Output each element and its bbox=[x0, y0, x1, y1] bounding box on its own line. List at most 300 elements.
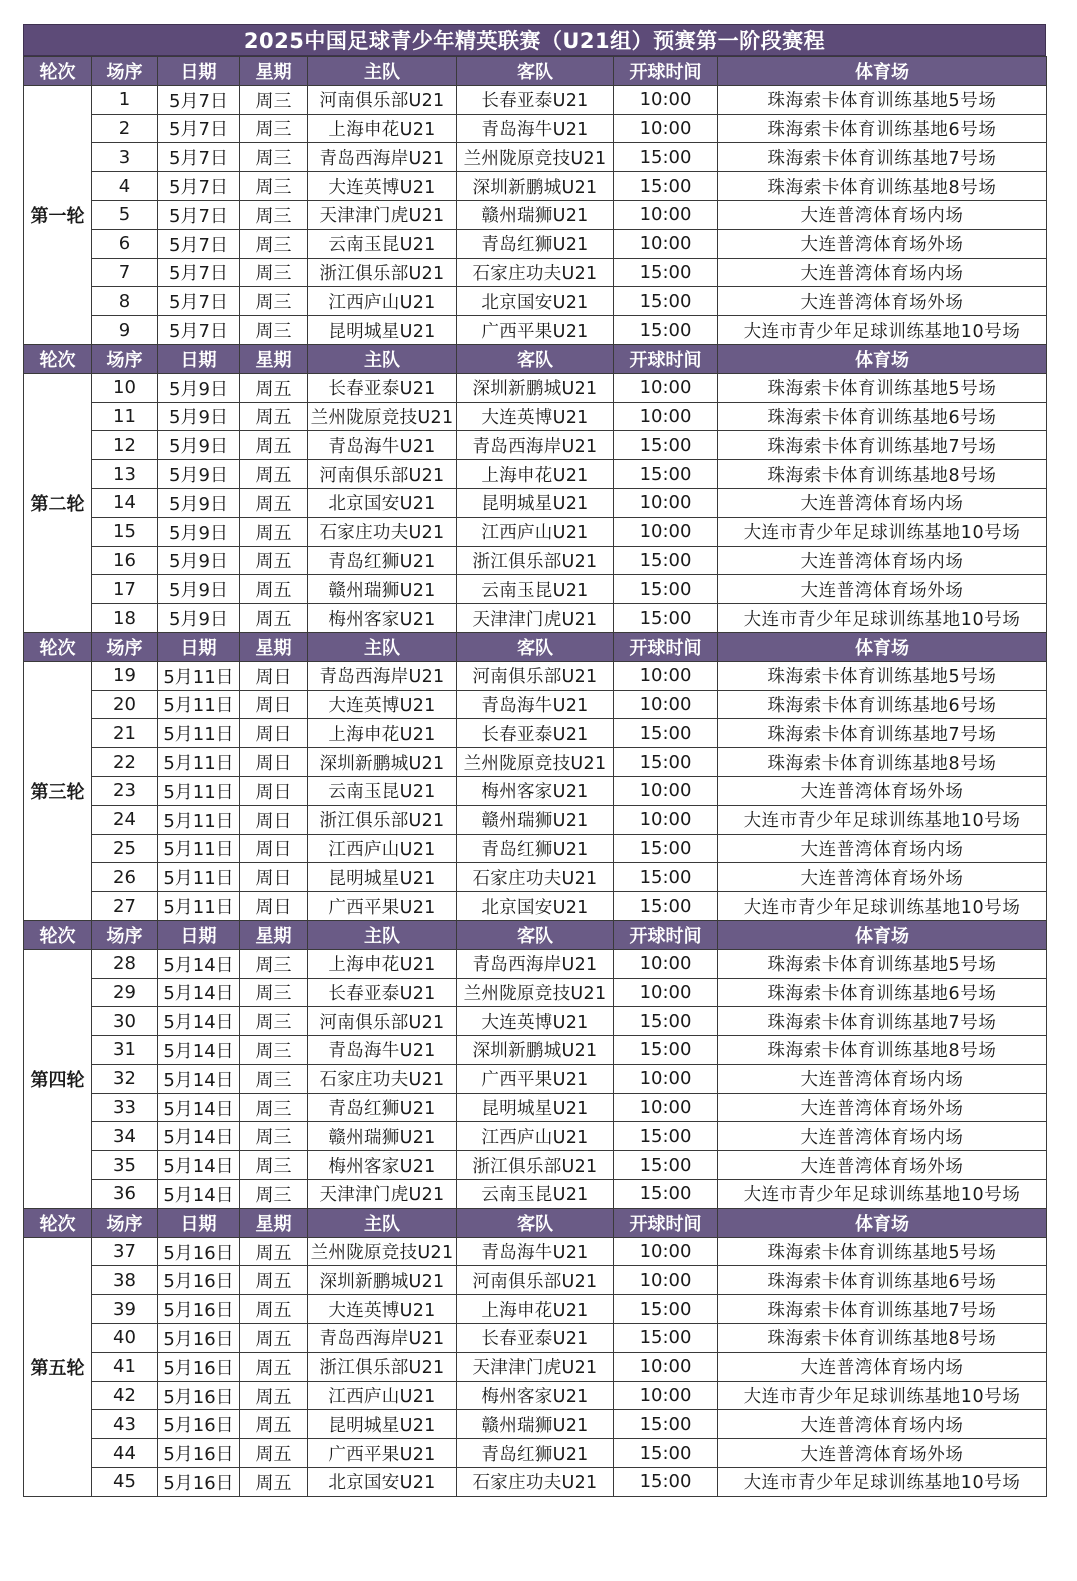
match-date: 5月16日 bbox=[158, 1410, 240, 1439]
table-row bbox=[24, 1036, 1047, 1065]
stadium: 大连普湾体育场内场 bbox=[718, 488, 1047, 517]
kickoff-time: 15:00 bbox=[614, 460, 718, 489]
stadium: 大连普湾体育场内场 bbox=[718, 1352, 1047, 1381]
match-weekday: 周三 bbox=[240, 200, 308, 229]
match-date: 5月9日 bbox=[158, 546, 240, 575]
kickoff-time: 10:00 bbox=[614, 1266, 718, 1295]
header-stadium: 体育场 bbox=[718, 1208, 1047, 1237]
match-date: 5月11日 bbox=[158, 805, 240, 834]
home-team: 河南俱乐部U21 bbox=[308, 85, 457, 114]
stadium: 珠海索卡体育训练基地7号场 bbox=[718, 719, 1047, 748]
away-team: 上海申花U21 bbox=[457, 460, 614, 489]
away-team: 青岛西海岸U21 bbox=[457, 949, 614, 978]
home-team: 赣州瑞狮U21 bbox=[308, 1122, 457, 1151]
match-date: 5月9日 bbox=[158, 460, 240, 489]
header-stadium: 体育场 bbox=[718, 57, 1047, 86]
home-team: 北京国安U21 bbox=[308, 1468, 457, 1497]
match-weekday: 周三 bbox=[240, 143, 308, 172]
home-team: 青岛海牛U21 bbox=[308, 431, 457, 460]
home-team: 深圳新鹏城U21 bbox=[308, 1266, 457, 1295]
round-label: 第四轮 bbox=[24, 949, 92, 1208]
stadium: 大连普湾体育场外场 bbox=[718, 1439, 1047, 1468]
home-team: 赣州瑞狮U21 bbox=[308, 575, 457, 604]
home-team: 青岛红狮U21 bbox=[308, 1093, 457, 1122]
match-date: 5月7日 bbox=[158, 258, 240, 287]
away-team: 浙江俱乐部U21 bbox=[457, 546, 614, 575]
kickoff-time: 10:00 bbox=[614, 114, 718, 143]
kickoff-time: 15:00 bbox=[614, 316, 718, 345]
match-date: 5月7日 bbox=[158, 172, 240, 201]
match-number: 28 bbox=[92, 949, 158, 978]
match-date: 5月7日 bbox=[158, 143, 240, 172]
match-date: 5月11日 bbox=[158, 748, 240, 777]
stadium: 珠海索卡体育训练基地8号场 bbox=[718, 1036, 1047, 1065]
away-team: 长春亚泰U21 bbox=[457, 85, 614, 114]
match-number: 6 bbox=[92, 229, 158, 258]
home-team: 浙江俱乐部U21 bbox=[308, 258, 457, 287]
kickoff-time: 10:00 bbox=[614, 1093, 718, 1122]
stadium: 大连市青少年足球训练基地10号场 bbox=[718, 1381, 1047, 1410]
match-weekday: 周五 bbox=[240, 1410, 308, 1439]
away-team: 北京国安U21 bbox=[457, 892, 614, 921]
stadium: 大连普湾体育场外场 bbox=[718, 575, 1047, 604]
match-date: 5月11日 bbox=[158, 690, 240, 719]
stadium: 大连市青少年足球训练基地10号场 bbox=[718, 517, 1047, 546]
stadium: 珠海索卡体育训练基地5号场 bbox=[718, 949, 1047, 978]
match-number: 9 bbox=[92, 316, 158, 345]
stadium: 珠海索卡体育训练基地7号场 bbox=[718, 431, 1047, 460]
match-date: 5月11日 bbox=[158, 719, 240, 748]
home-team: 广西平果U21 bbox=[308, 892, 457, 921]
header-kickoff-time: 开球时间 bbox=[614, 344, 718, 373]
match-date: 5月16日 bbox=[158, 1237, 240, 1266]
table-row bbox=[24, 488, 1047, 517]
away-team: 青岛海牛U21 bbox=[457, 690, 614, 719]
round-label: 第五轮 bbox=[24, 1237, 92, 1496]
home-team: 大连英博U21 bbox=[308, 1295, 457, 1324]
match-number: 3 bbox=[92, 143, 158, 172]
away-team: 河南俱乐部U21 bbox=[457, 661, 614, 690]
home-team: 上海申花U21 bbox=[308, 949, 457, 978]
table-header-row bbox=[24, 57, 1047, 86]
away-team: 兰州陇原竞技U21 bbox=[457, 143, 614, 172]
match-number: 37 bbox=[92, 1237, 158, 1266]
kickoff-time: 10:00 bbox=[614, 661, 718, 690]
header-date: 日期 bbox=[158, 344, 240, 373]
kickoff-time: 15:00 bbox=[614, 1439, 718, 1468]
table-row bbox=[24, 373, 1047, 402]
home-team: 北京国安U21 bbox=[308, 488, 457, 517]
header-round: 轮次 bbox=[24, 57, 92, 86]
match-number: 13 bbox=[92, 460, 158, 489]
table-row bbox=[24, 978, 1047, 1007]
away-team: 石家庄功夫U21 bbox=[457, 1468, 614, 1497]
kickoff-time: 15:00 bbox=[614, 1468, 718, 1497]
match-number: 43 bbox=[92, 1410, 158, 1439]
header-stadium: 体育场 bbox=[718, 344, 1047, 373]
header-date: 日期 bbox=[158, 632, 240, 661]
match-number: 38 bbox=[92, 1266, 158, 1295]
header-weekday: 星期 bbox=[240, 344, 308, 373]
table-row bbox=[24, 1295, 1047, 1324]
header-away-team: 客队 bbox=[457, 344, 614, 373]
match-number: 25 bbox=[92, 834, 158, 863]
home-team: 江西庐山U21 bbox=[308, 1381, 457, 1410]
stadium: 大连普湾体育场外场 bbox=[718, 1151, 1047, 1180]
table-row bbox=[24, 748, 1047, 777]
stadium: 大连普湾体育场内场 bbox=[718, 258, 1047, 287]
home-team: 河南俱乐部U21 bbox=[308, 460, 457, 489]
table-row bbox=[24, 1151, 1047, 1180]
stadium: 大连市青少年足球训练基地10号场 bbox=[718, 805, 1047, 834]
kickoff-time: 15:00 bbox=[614, 834, 718, 863]
away-team: 北京国安U21 bbox=[457, 287, 614, 316]
table-row bbox=[24, 1064, 1047, 1093]
match-weekday: 周三 bbox=[240, 287, 308, 316]
home-team: 石家庄功夫U21 bbox=[308, 517, 457, 546]
table-row bbox=[24, 200, 1047, 229]
match-weekday: 周五 bbox=[240, 460, 308, 489]
home-team: 长春亚泰U21 bbox=[308, 978, 457, 1007]
match-date: 5月14日 bbox=[158, 1151, 240, 1180]
away-team: 河南俱乐部U21 bbox=[457, 1266, 614, 1295]
table-row bbox=[24, 1468, 1047, 1497]
match-weekday: 周三 bbox=[240, 114, 308, 143]
table-row bbox=[24, 1093, 1047, 1122]
table-row bbox=[24, 1439, 1047, 1468]
header-date: 日期 bbox=[158, 1208, 240, 1237]
match-weekday: 周五 bbox=[240, 1439, 308, 1468]
header-kickoff-time: 开球时间 bbox=[614, 632, 718, 661]
stadium: 珠海索卡体育训练基地6号场 bbox=[718, 690, 1047, 719]
away-team: 浙江俱乐部U21 bbox=[457, 1151, 614, 1180]
table-row bbox=[24, 1381, 1047, 1410]
match-date: 5月14日 bbox=[158, 1093, 240, 1122]
kickoff-time: 15:00 bbox=[614, 748, 718, 777]
away-team: 大连英博U21 bbox=[457, 402, 614, 431]
match-weekday: 周五 bbox=[240, 373, 308, 402]
match-date: 5月7日 bbox=[158, 287, 240, 316]
kickoff-time: 15:00 bbox=[614, 546, 718, 575]
match-weekday: 周日 bbox=[240, 863, 308, 892]
header-match-no: 场序 bbox=[92, 632, 158, 661]
home-team: 天津津门虎U21 bbox=[308, 1180, 457, 1209]
table-header-row bbox=[24, 344, 1047, 373]
match-date: 5月7日 bbox=[158, 200, 240, 229]
away-team: 长春亚泰U21 bbox=[457, 1324, 614, 1353]
table-row bbox=[24, 546, 1047, 575]
stadium: 大连普湾体育场内场 bbox=[718, 1122, 1047, 1151]
header-date: 日期 bbox=[158, 57, 240, 86]
stadium: 珠海索卡体育训练基地5号场 bbox=[718, 373, 1047, 402]
match-weekday: 周五 bbox=[240, 1295, 308, 1324]
match-number: 40 bbox=[92, 1324, 158, 1353]
table-row bbox=[24, 1266, 1047, 1295]
table-row bbox=[24, 690, 1047, 719]
match-weekday: 周五 bbox=[240, 1266, 308, 1295]
schedule-table bbox=[23, 56, 1047, 1497]
match-date: 5月7日 bbox=[158, 316, 240, 345]
header-round: 轮次 bbox=[24, 920, 92, 949]
home-team: 河南俱乐部U21 bbox=[308, 1007, 457, 1036]
match-number: 22 bbox=[92, 748, 158, 777]
match-number: 26 bbox=[92, 863, 158, 892]
match-number: 7 bbox=[92, 258, 158, 287]
header-round: 轮次 bbox=[24, 344, 92, 373]
table-row bbox=[24, 517, 1047, 546]
away-team: 青岛海牛U21 bbox=[457, 114, 614, 143]
match-weekday: 周五 bbox=[240, 1381, 308, 1410]
round-label: 第三轮 bbox=[24, 661, 92, 920]
table-row bbox=[24, 949, 1047, 978]
match-weekday: 周三 bbox=[240, 229, 308, 258]
stadium: 大连普湾体育场外场 bbox=[718, 863, 1047, 892]
match-weekday: 周三 bbox=[240, 1180, 308, 1209]
match-number: 4 bbox=[92, 172, 158, 201]
kickoff-time: 15:00 bbox=[614, 431, 718, 460]
match-weekday: 周日 bbox=[240, 661, 308, 690]
match-number: 5 bbox=[92, 200, 158, 229]
match-date: 5月11日 bbox=[158, 661, 240, 690]
home-team: 大连英博U21 bbox=[308, 172, 457, 201]
match-number: 29 bbox=[92, 978, 158, 1007]
stadium: 大连普湾体育场外场 bbox=[718, 776, 1047, 805]
match-date: 5月9日 bbox=[158, 402, 240, 431]
header-home-team: 主队 bbox=[308, 920, 457, 949]
away-team: 上海申花U21 bbox=[457, 1295, 614, 1324]
match-date: 5月16日 bbox=[158, 1468, 240, 1497]
match-weekday: 周五 bbox=[240, 1352, 308, 1381]
match-date: 5月9日 bbox=[158, 517, 240, 546]
match-number: 8 bbox=[92, 287, 158, 316]
kickoff-time: 10:00 bbox=[614, 402, 718, 431]
table-header-row bbox=[24, 920, 1047, 949]
home-team: 昆明城星U21 bbox=[308, 1410, 457, 1439]
kickoff-time: 10:00 bbox=[614, 978, 718, 1007]
home-team: 上海申花U21 bbox=[308, 719, 457, 748]
away-team: 兰州陇原竞技U21 bbox=[457, 748, 614, 777]
away-team: 昆明城星U21 bbox=[457, 1093, 614, 1122]
stadium: 大连市青少年足球训练基地10号场 bbox=[718, 892, 1047, 921]
match-date: 5月14日 bbox=[158, 1036, 240, 1065]
match-number: 10 bbox=[92, 373, 158, 402]
kickoff-time: 10:00 bbox=[614, 1064, 718, 1093]
match-weekday: 周日 bbox=[240, 892, 308, 921]
kickoff-time: 15:00 bbox=[614, 1007, 718, 1036]
stadium: 大连市青少年足球训练基地10号场 bbox=[718, 316, 1047, 345]
match-date: 5月14日 bbox=[158, 1122, 240, 1151]
table-row bbox=[24, 258, 1047, 287]
match-number: 34 bbox=[92, 1122, 158, 1151]
kickoff-time: 10:00 bbox=[614, 690, 718, 719]
away-team: 青岛红狮U21 bbox=[457, 1439, 614, 1468]
kickoff-time: 15:00 bbox=[614, 172, 718, 201]
away-team: 江西庐山U21 bbox=[457, 517, 614, 546]
stadium: 大连普湾体育场外场 bbox=[718, 287, 1047, 316]
match-date: 5月9日 bbox=[158, 431, 240, 460]
stadium: 珠海索卡体育训练基地6号场 bbox=[718, 1266, 1047, 1295]
match-number: 41 bbox=[92, 1352, 158, 1381]
table-row bbox=[24, 1180, 1047, 1209]
table-row bbox=[24, 402, 1047, 431]
stadium: 大连市青少年足球训练基地10号场 bbox=[718, 604, 1047, 633]
match-date: 5月14日 bbox=[158, 1007, 240, 1036]
match-weekday: 周日 bbox=[240, 690, 308, 719]
table-row bbox=[24, 719, 1047, 748]
header-away-team: 客队 bbox=[457, 632, 614, 661]
kickoff-time: 15:00 bbox=[614, 1324, 718, 1353]
table-row bbox=[24, 1237, 1047, 1266]
table-row bbox=[24, 172, 1047, 201]
match-weekday: 周三 bbox=[240, 1036, 308, 1065]
table-row bbox=[24, 1122, 1047, 1151]
match-number: 23 bbox=[92, 776, 158, 805]
match-weekday: 周日 bbox=[240, 805, 308, 834]
away-team: 赣州瑞狮U21 bbox=[457, 1410, 614, 1439]
match-number: 2 bbox=[92, 114, 158, 143]
stadium: 珠海索卡体育训练基地6号场 bbox=[718, 114, 1047, 143]
table-row bbox=[24, 460, 1047, 489]
header-stadium: 体育场 bbox=[718, 632, 1047, 661]
home-team: 江西庐山U21 bbox=[308, 834, 457, 863]
kickoff-time: 15:00 bbox=[614, 1295, 718, 1324]
home-team: 石家庄功夫U21 bbox=[308, 1064, 457, 1093]
away-team: 云南玉昆U21 bbox=[457, 575, 614, 604]
match-number: 14 bbox=[92, 488, 158, 517]
home-team: 云南玉昆U21 bbox=[308, 229, 457, 258]
match-weekday: 周三 bbox=[240, 258, 308, 287]
match-number: 36 bbox=[92, 1180, 158, 1209]
header-away-team: 客队 bbox=[457, 57, 614, 86]
match-date: 5月9日 bbox=[158, 604, 240, 633]
home-team: 深圳新鹏城U21 bbox=[308, 748, 457, 777]
home-team: 浙江俱乐部U21 bbox=[308, 1352, 457, 1381]
home-team: 青岛西海岸U21 bbox=[308, 1324, 457, 1353]
header-round: 轮次 bbox=[24, 1208, 92, 1237]
match-number: 24 bbox=[92, 805, 158, 834]
match-date: 5月14日 bbox=[158, 949, 240, 978]
header-weekday: 星期 bbox=[240, 57, 308, 86]
match-weekday: 周三 bbox=[240, 172, 308, 201]
stadium: 珠海索卡体育训练基地7号场 bbox=[718, 1007, 1047, 1036]
match-number: 12 bbox=[92, 431, 158, 460]
table-row bbox=[24, 805, 1047, 834]
match-date: 5月16日 bbox=[158, 1266, 240, 1295]
kickoff-time: 15:00 bbox=[614, 1410, 718, 1439]
stadium: 珠海索卡体育训练基地6号场 bbox=[718, 402, 1047, 431]
page-title: 2025中国足球青少年精英联赛（U21组）预赛第一阶段赛程 bbox=[23, 24, 1046, 56]
table-row bbox=[24, 1352, 1047, 1381]
away-team: 深圳新鹏城U21 bbox=[457, 172, 614, 201]
match-weekday: 周五 bbox=[240, 575, 308, 604]
away-team: 广西平果U21 bbox=[457, 316, 614, 345]
kickoff-time: 15:00 bbox=[614, 1151, 718, 1180]
match-date: 5月14日 bbox=[158, 978, 240, 1007]
match-weekday: 周五 bbox=[240, 1237, 308, 1266]
table-row bbox=[24, 1410, 1047, 1439]
header-weekday: 星期 bbox=[240, 1208, 308, 1237]
stadium: 大连普湾体育场外场 bbox=[718, 1093, 1047, 1122]
match-weekday: 周五 bbox=[240, 546, 308, 575]
stadium: 大连普湾体育场内场 bbox=[718, 546, 1047, 575]
match-weekday: 周五 bbox=[240, 604, 308, 633]
stadium: 珠海索卡体育训练基地5号场 bbox=[718, 85, 1047, 114]
away-team: 赣州瑞狮U21 bbox=[457, 200, 614, 229]
match-number: 44 bbox=[92, 1439, 158, 1468]
away-team: 天津津门虎U21 bbox=[457, 604, 614, 633]
table-row bbox=[24, 1007, 1047, 1036]
round-label: 第一轮 bbox=[24, 85, 92, 344]
header-kickoff-time: 开球时间 bbox=[614, 920, 718, 949]
match-date: 5月14日 bbox=[158, 1064, 240, 1093]
table-row bbox=[24, 85, 1047, 114]
stadium: 珠海索卡体育训练基地5号场 bbox=[718, 661, 1047, 690]
match-number: 42 bbox=[92, 1381, 158, 1410]
match-weekday: 周五 bbox=[240, 488, 308, 517]
match-weekday: 周三 bbox=[240, 1122, 308, 1151]
kickoff-time: 10:00 bbox=[614, 229, 718, 258]
match-number: 45 bbox=[92, 1468, 158, 1497]
kickoff-time: 10:00 bbox=[614, 805, 718, 834]
match-date: 5月16日 bbox=[158, 1381, 240, 1410]
match-number: 17 bbox=[92, 575, 158, 604]
match-number: 30 bbox=[92, 1007, 158, 1036]
away-team: 赣州瑞狮U21 bbox=[457, 805, 614, 834]
away-team: 青岛西海岸U21 bbox=[457, 431, 614, 460]
match-date: 5月9日 bbox=[158, 373, 240, 402]
kickoff-time: 15:00 bbox=[614, 1122, 718, 1151]
header-kickoff-time: 开球时间 bbox=[614, 1208, 718, 1237]
table-row bbox=[24, 431, 1047, 460]
table-header-row bbox=[24, 1208, 1047, 1237]
kickoff-time: 10:00 bbox=[614, 517, 718, 546]
home-team: 梅州客家U21 bbox=[308, 604, 457, 633]
home-team: 浙江俱乐部U21 bbox=[308, 805, 457, 834]
home-team: 大连英博U21 bbox=[308, 690, 457, 719]
header-match-no: 场序 bbox=[92, 57, 158, 86]
header-match-no: 场序 bbox=[92, 344, 158, 373]
match-date: 5月11日 bbox=[158, 863, 240, 892]
match-number: 31 bbox=[92, 1036, 158, 1065]
kickoff-time: 15:00 bbox=[614, 258, 718, 287]
home-team: 昆明城星U21 bbox=[308, 316, 457, 345]
match-weekday: 周三 bbox=[240, 949, 308, 978]
away-team: 青岛红狮U21 bbox=[457, 834, 614, 863]
match-date: 5月16日 bbox=[158, 1295, 240, 1324]
kickoff-time: 15:00 bbox=[614, 143, 718, 172]
match-number: 39 bbox=[92, 1295, 158, 1324]
table-row bbox=[24, 604, 1047, 633]
kickoff-time: 15:00 bbox=[614, 604, 718, 633]
match-weekday: 周五 bbox=[240, 1324, 308, 1353]
home-team: 兰州陇原竞技U21 bbox=[308, 1237, 457, 1266]
kickoff-time: 10:00 bbox=[614, 85, 718, 114]
kickoff-time: 15:00 bbox=[614, 1036, 718, 1065]
header-stadium: 体育场 bbox=[718, 920, 1047, 949]
match-date: 5月7日 bbox=[158, 85, 240, 114]
round-label: 第二轮 bbox=[24, 373, 92, 632]
away-team: 大连英博U21 bbox=[457, 1007, 614, 1036]
stadium: 大连市青少年足球训练基地10号场 bbox=[718, 1468, 1047, 1497]
stadium: 珠海索卡体育训练基地7号场 bbox=[718, 1295, 1047, 1324]
header-home-team: 主队 bbox=[308, 344, 457, 373]
match-weekday: 周三 bbox=[240, 316, 308, 345]
match-date: 5月11日 bbox=[158, 776, 240, 805]
kickoff-time: 10:00 bbox=[614, 1381, 718, 1410]
match-date: 5月14日 bbox=[158, 1180, 240, 1209]
match-date: 5月9日 bbox=[158, 575, 240, 604]
match-date: 5月7日 bbox=[158, 114, 240, 143]
